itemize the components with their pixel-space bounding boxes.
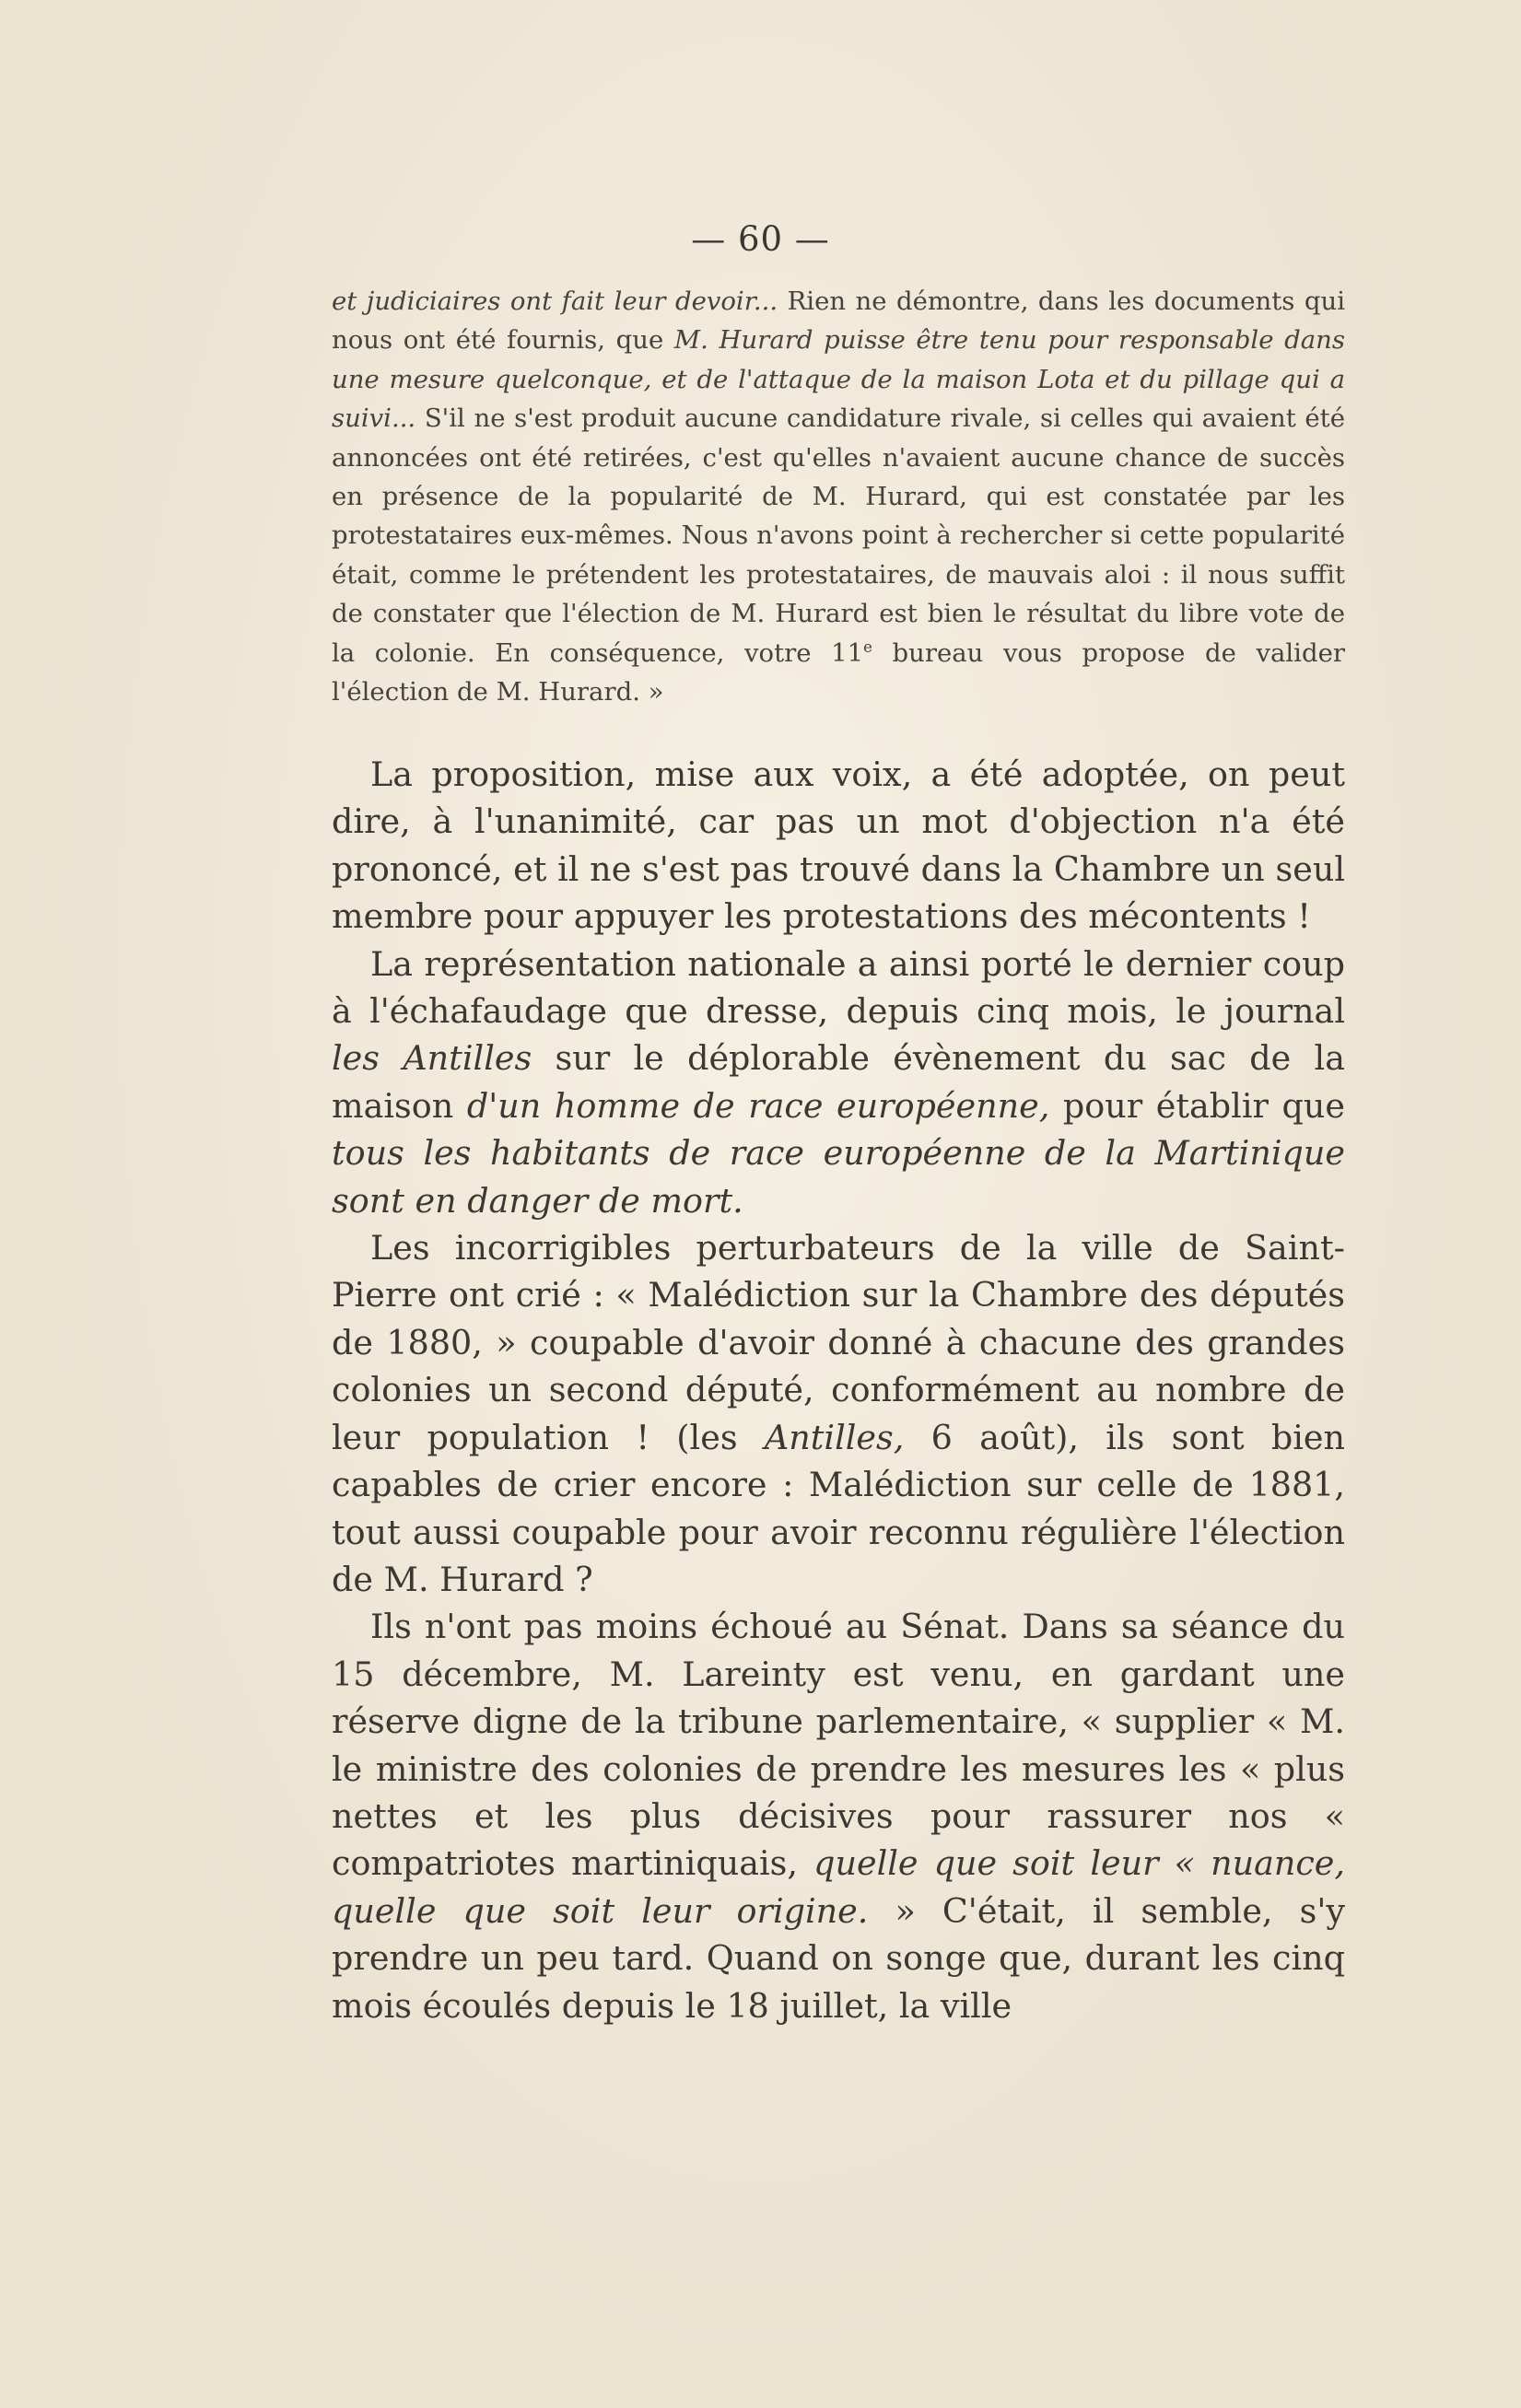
quote-italic-1: et judiciaires ont fait leur devoir...	[332, 286, 778, 316]
quote-text-1: Rien ne démontre, dans les documents qui nous ont été fournis, que	[332, 286, 1345, 356]
paragraph-4	[332, 1603, 1345, 2029]
quote-superscript: e	[863, 637, 872, 656]
body-text	[332, 751, 1345, 2029]
quote-italic-2: M. Hurard puisse être tenu pour responsable dans une mesure quelconque, et de l'attaque de la maison Lota et du pillage qui a suivi...	[332, 325, 1345, 434]
paragraph-3-italic-journal: Antilles,	[764, 1417, 905, 1457]
quote-text-2: S'il ne s'est produit aucune candidature rivale, si celles qui avaient été annoncées ont été retirées, c'est qu'elles n'avaient aucune chance de succès en présence de la popularité de M. Hurard, qui est constatée par les protestataires eux-mêmes. Nous n'avons point à rechercher si cette popularité était, comme le prétendent les protestataires, de mauvais aloi : il nous suffit de constater que l'élection de M. Hurard est bien le résultat du libre vote de la colonie. En conséquence, votre 11	[332, 403, 1345, 668]
paragraph-4-text-c: » C'était, il semble, s'y prendre un peu tard. Quand on songe que, durant les cinq mois écoulés depuis le 18 juillet, la ville	[332, 1890, 1345, 2026]
paragraph-2-italic-f: tous les habitants de race européenne de la Martinique sont en danger de mort.	[332, 1133, 1345, 1221]
paragraph-2-italic-d: d'un homme de race européenne,	[466, 1085, 1050, 1126]
paragraph-2-italic-journal: les Antilles	[332, 1038, 532, 1079]
paragraph-2-text-e: pour établir que	[1049, 1085, 1345, 1126]
paragraph-2-text-a: La représentation nationale a ainsi porté le dernier coup à l'échafaudage que dresse, depuis cinq mois, le journal	[332, 943, 1345, 1032]
paragraph-3	[332, 1224, 1345, 1603]
paragraph-4-italic-b: quelle que soit leur « nuance, quelle que soit leur origine.	[332, 1843, 1345, 1931]
paragraph-3-text-c: 6 août), ils sont bien capables de crier encore : Malédiction sur celle de 1881, tout aussi coupable pour avoir reconnu régulière l'élection de M. Hurard ?	[332, 1417, 1345, 1599]
paragraph-1: La proposition, mise aux voix, a été adoptée, on peut dire, à l'unanimité, car pas un mot d'objection n'a été prononcé, et il ne s'est pas trouvé dans la Chambre un seul membre pour appuyer les protestations des mécontents !	[332, 754, 1345, 937]
quote-paragraph	[332, 282, 1345, 711]
paragraph-2-text-c: sur le déplorable évènement du sac de la maison	[332, 1038, 1345, 1126]
quote-text-3: bureau vous propose de valider l'élection de M. Hurard. »	[332, 637, 1345, 707]
paragraph-2	[332, 941, 1345, 1224]
paragraph-3-text-a: Les incorrigibles perturbateurs de la ville de Saint-Pierre ont crié : « Malédiction sur la Chambre des députés de 1880, » coupable d'avoir donné à chacune des grandes colonies un second député, conformément au nombre de leur population ! (les	[332, 1228, 1345, 1457]
paragraph-4-text-a: Ils n'ont pas moins échoué au Sénat. Dans sa séance du 15 décembre, M. Lareinty est venu, en gardant une réserve digne de la tribune parlementaire, « supplier « M. le ministre des colonies de prendre les mesures les « plus nettes et les plus décisives pour rassurer nos « compatriotes martiniquais,	[332, 1607, 1345, 1884]
quoted-report-excerpt	[332, 282, 1345, 711]
page-number: — 60 —	[691, 219, 830, 259]
